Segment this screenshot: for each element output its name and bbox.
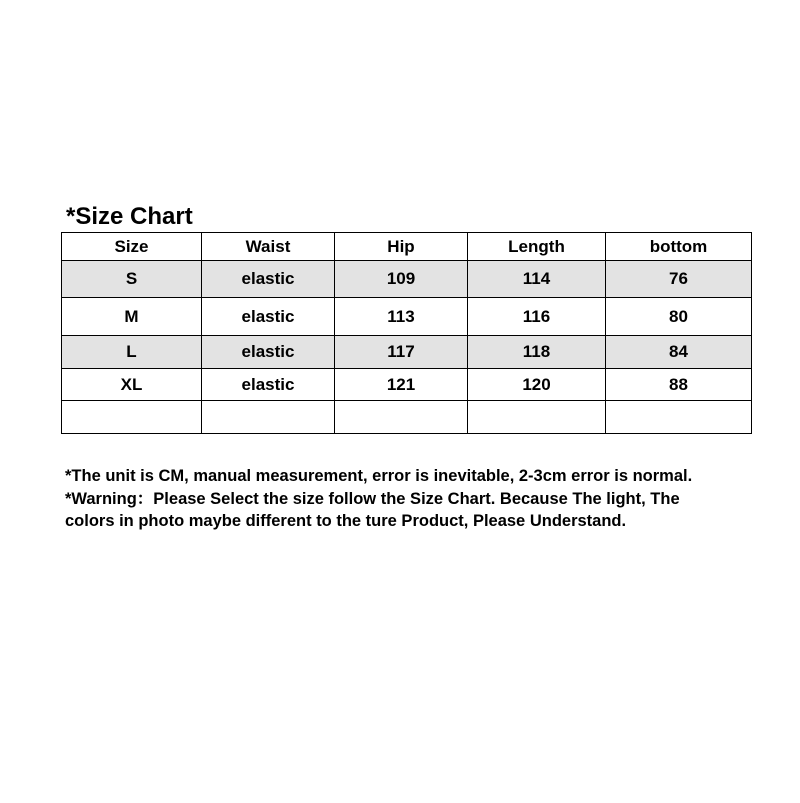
table-row (62, 298, 752, 336)
header-waist: Waist (202, 233, 335, 261)
cell-empty (335, 401, 468, 434)
cell-length: 120 (468, 369, 606, 401)
table-row (62, 336, 752, 369)
table-row (62, 261, 752, 298)
cell-hip: 113 (335, 298, 468, 336)
size-chart-title: *Size Chart (66, 203, 193, 230)
header-size: Size (62, 233, 202, 261)
cell-waist: elastic (202, 261, 335, 298)
cell-bottom: 80 (606, 298, 752, 336)
table-row-empty (62, 401, 752, 434)
cell-size: M (62, 298, 202, 336)
cell-length: 116 (468, 298, 606, 336)
table-header-row (62, 233, 752, 261)
notes-block (65, 465, 765, 533)
cell-length: 114 (468, 261, 606, 298)
cell-size: S (62, 261, 202, 298)
table-row (62, 369, 752, 401)
cell-size: XL (62, 369, 202, 401)
cell-waist: elastic (202, 336, 335, 369)
size-chart-table (61, 232, 752, 434)
note-warning-continued: colors in photo maybe different to the ture Product, Please Understand. (65, 512, 627, 530)
note-unit: *The unit is CM, manual measurement, error is inevitable, 2-3cm error is normal. (65, 467, 693, 485)
cell-empty (468, 401, 606, 434)
cell-size: L (62, 336, 202, 369)
header-length: Length (468, 233, 606, 261)
cell-empty (606, 401, 752, 434)
cell-bottom: 84 (606, 336, 752, 369)
cell-bottom: 76 (606, 261, 752, 298)
cell-waist: elastic (202, 369, 335, 401)
cell-empty (202, 401, 335, 434)
cell-hip: 117 (335, 336, 468, 369)
cell-hip: 121 (335, 369, 468, 401)
cell-length: 118 (468, 336, 606, 369)
header-hip: Hip (335, 233, 468, 261)
header-bottom: bottom (606, 233, 752, 261)
note-warning: *Warning：Please Select the size follow the Size Chart. Because The light, The (65, 489, 680, 508)
cell-waist: elastic (202, 298, 335, 336)
cell-empty (62, 401, 202, 434)
cell-bottom: 88 (606, 369, 752, 401)
cell-hip: 109 (335, 261, 468, 298)
